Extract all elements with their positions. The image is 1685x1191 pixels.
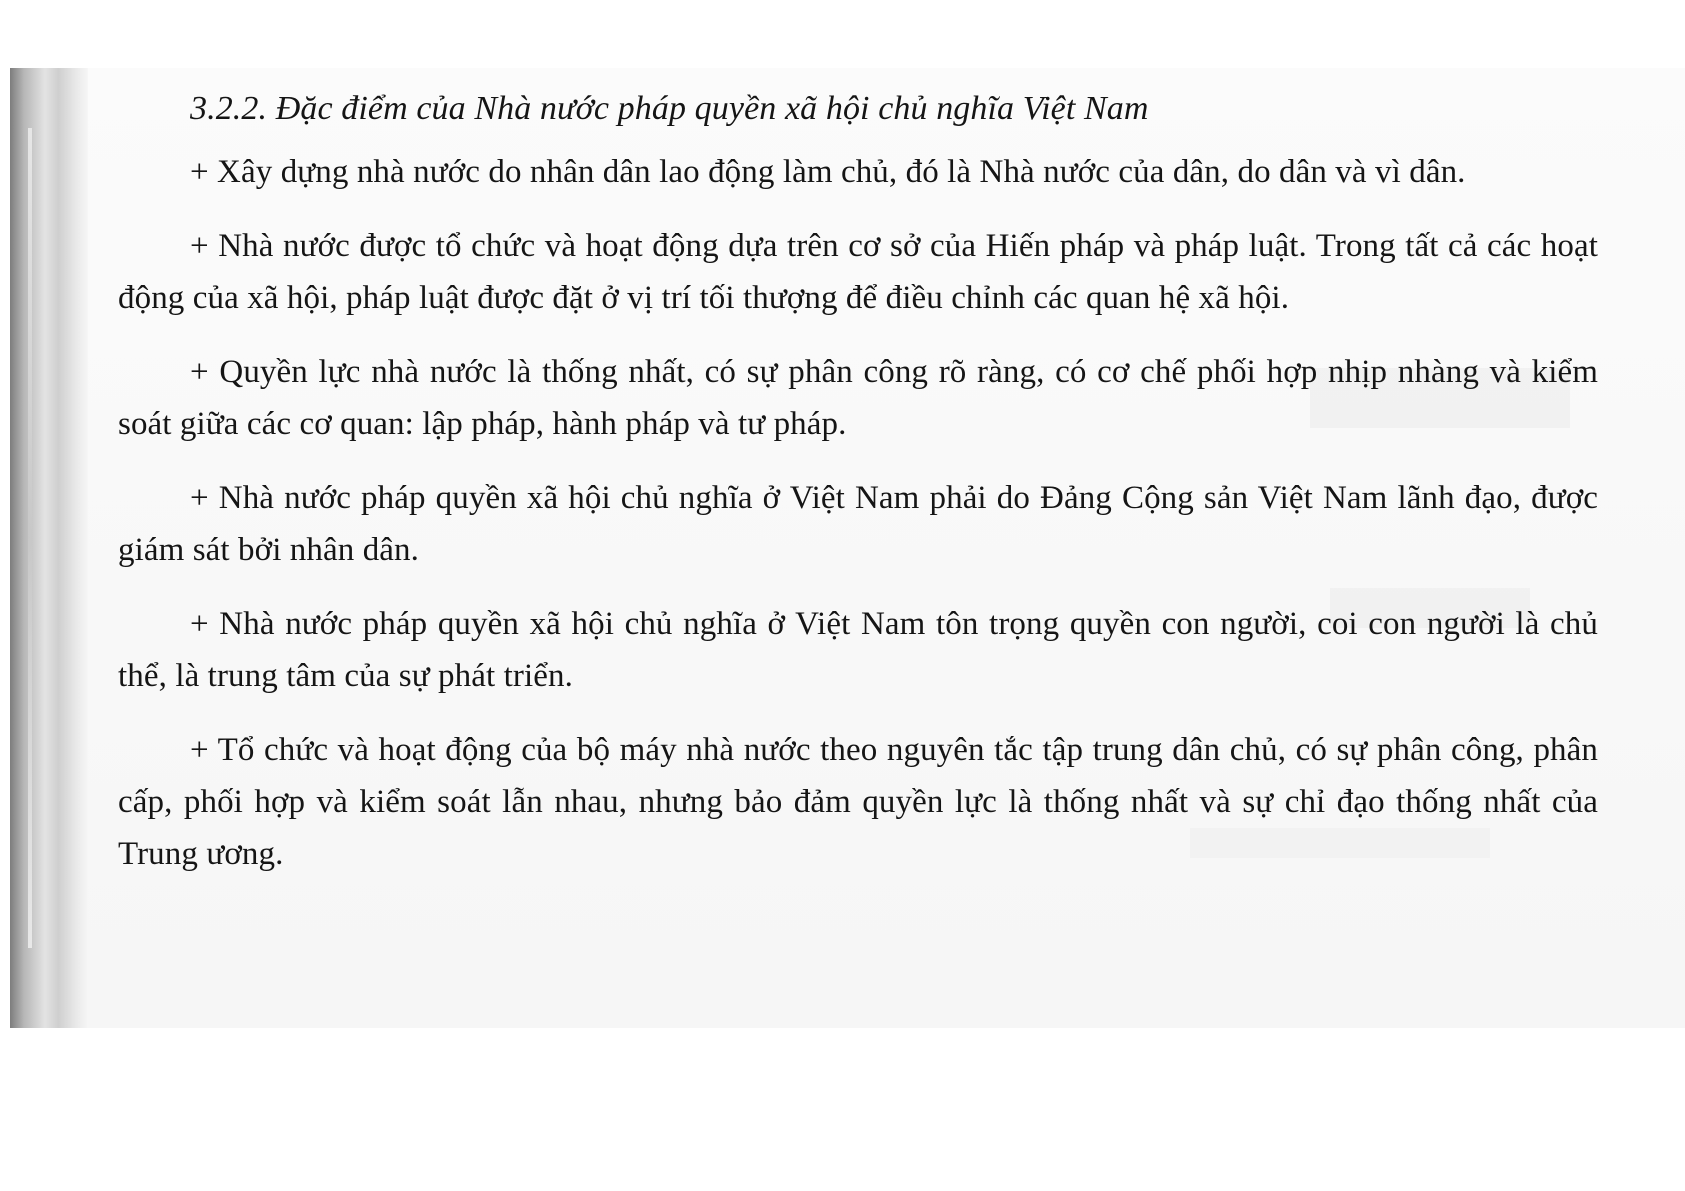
paragraph: + Tổ chức và hoạt động của bộ máy nhà nước theo nguyên tắc tập trung dân chủ, có sự phân công, phân cấp, phối hợp và kiểm soát lẫn nhau, nhưng bảo đảm quyền lực là thống nhất và sự chỉ đạo thống nhất của Trung ương. bbox=[118, 732, 1598, 872]
paragraph: + Xây dựng nhà nước do nhân dân lao động làm chủ, đó là Nhà nước của dân, do dân và vì dân. bbox=[190, 154, 1466, 190]
paragraph: + Quyền lực nhà nước là thống nhất, có sự phân công rõ ràng, có cơ chế phối hợp nhịp nhàng và kiểm soát giữa các cơ quan: lập pháp, hành pháp và tư pháp. bbox=[118, 354, 1598, 442]
paragraph: + Nhà nước pháp quyền xã hội chủ nghĩa ở Việt Nam phải do Đảng Cộng sản Việt Nam lãnh đạo, được giám sát bởi nhân dân. bbox=[118, 480, 1598, 568]
scanned-page bbox=[10, 68, 1685, 1028]
paragraph: + Nhà nước được tổ chức và hoạt động dựa trên cơ sở của Hiến pháp và pháp luật. Trong tất cả các hoạt động của xã hội, pháp luật được đặt ở vị trí tối thượng để điều chỉnh các quan hệ xã hội. bbox=[118, 228, 1598, 316]
section-heading: 3.2.2. Đặc điểm của Nhà nước pháp quyền xã hội chủ nghĩa Việt Nam bbox=[190, 90, 1149, 127]
page-content bbox=[118, 88, 1598, 902]
paragraph: + Nhà nước pháp quyền xã hội chủ nghĩa ở Việt Nam tôn trọng quyền con người, coi con người là chủ thể, là trung tâm của sự phát triển. bbox=[118, 606, 1598, 694]
book-binding-shadow bbox=[10, 68, 88, 1028]
